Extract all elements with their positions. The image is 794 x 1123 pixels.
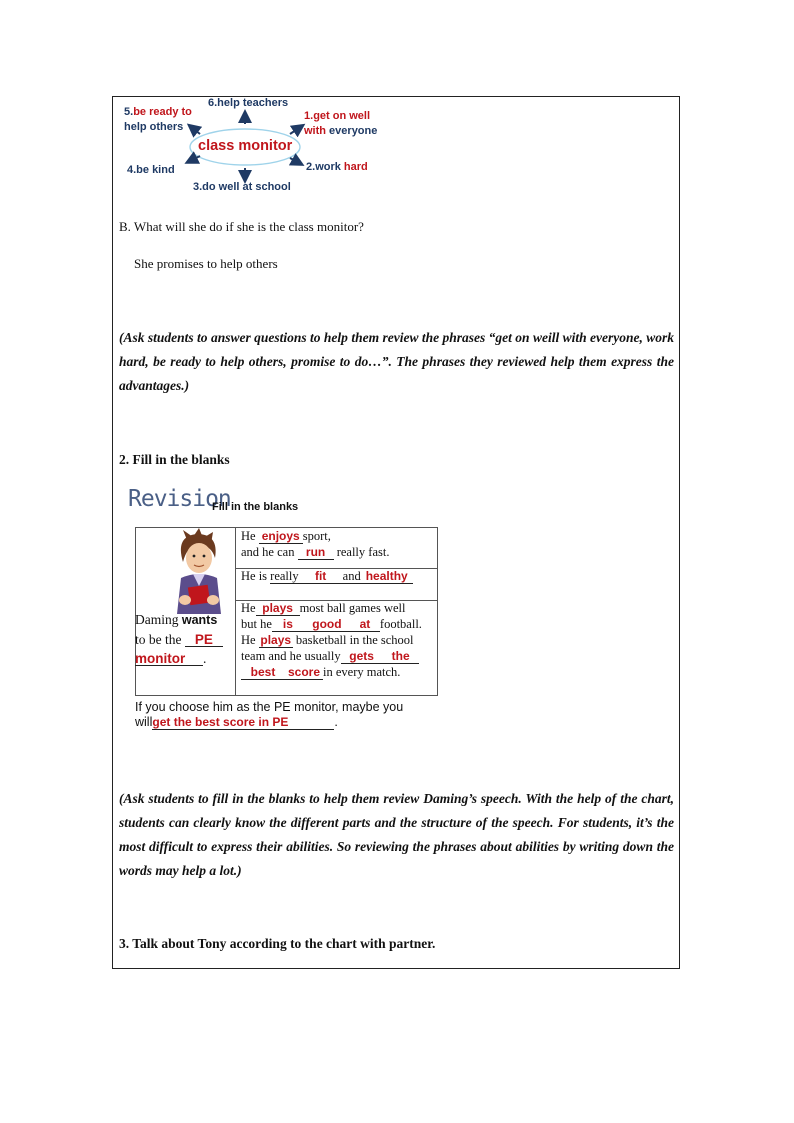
section-heading-2: 2. Fill in the blanks xyxy=(119,452,230,467)
revision-title: Revision xyxy=(128,486,231,512)
row3-cell: He plays most ball games well but he is good at football. He plays basketball in the school team and he usually gets the best score in every match. xyxy=(241,601,422,679)
arrow-down-left xyxy=(188,156,200,162)
teaching-note-1: (Ask students to answer questions to help them review the phrases “get on weill with everyone, work hard, be ready to help others, promise to do…”. The phrases they reviewed help them express the advantages.) xyxy=(119,330,674,393)
teaching-note-2: (Ask students to fill in the blanks to help them review Daming’s speech. With the help of the chart, students can clearly know the different parts and the structure of the speech. For students, it’s the most difficult to express their abilities. So reviewing the phrases about abilities by writing down the words may help a lot.) xyxy=(119,791,674,878)
question-b: B. What will she do if she is the class monitor? xyxy=(119,219,364,234)
diagram-center-label: class monitor xyxy=(198,138,293,154)
revision-subtitle: Fill in the blanks xyxy=(212,501,299,513)
answer-b: She promises to help others xyxy=(134,256,278,271)
row2-cell: He is really fit and healthy xyxy=(241,568,413,584)
boy-illustration xyxy=(163,528,229,614)
diagram-item-2: 2.work hard xyxy=(306,161,368,173)
diagram-item-4: 4.be kind xyxy=(127,164,175,176)
arrow-down-right xyxy=(290,158,301,164)
diagram-item-5: 5.be ready to help others xyxy=(124,106,192,133)
row1-cell: He enjoys sport, and he can run really fast. xyxy=(241,529,390,559)
diagram-item-1: 1.get on well with everyone xyxy=(304,110,378,137)
diagram-item-3: 3.do well at school xyxy=(193,181,291,193)
diagram-item-6: 6.help teachers xyxy=(208,97,289,109)
revision-bottom-sentence: If you choose him as the PE monitor, maybe you willget the best score in PE . xyxy=(135,700,404,729)
daming-cell: Daming wants to be the PE monitor . xyxy=(135,610,223,668)
arrow-up-right xyxy=(290,126,302,134)
section-heading-3: 3. Talk about Tony according to the chart with partner. xyxy=(119,936,436,951)
